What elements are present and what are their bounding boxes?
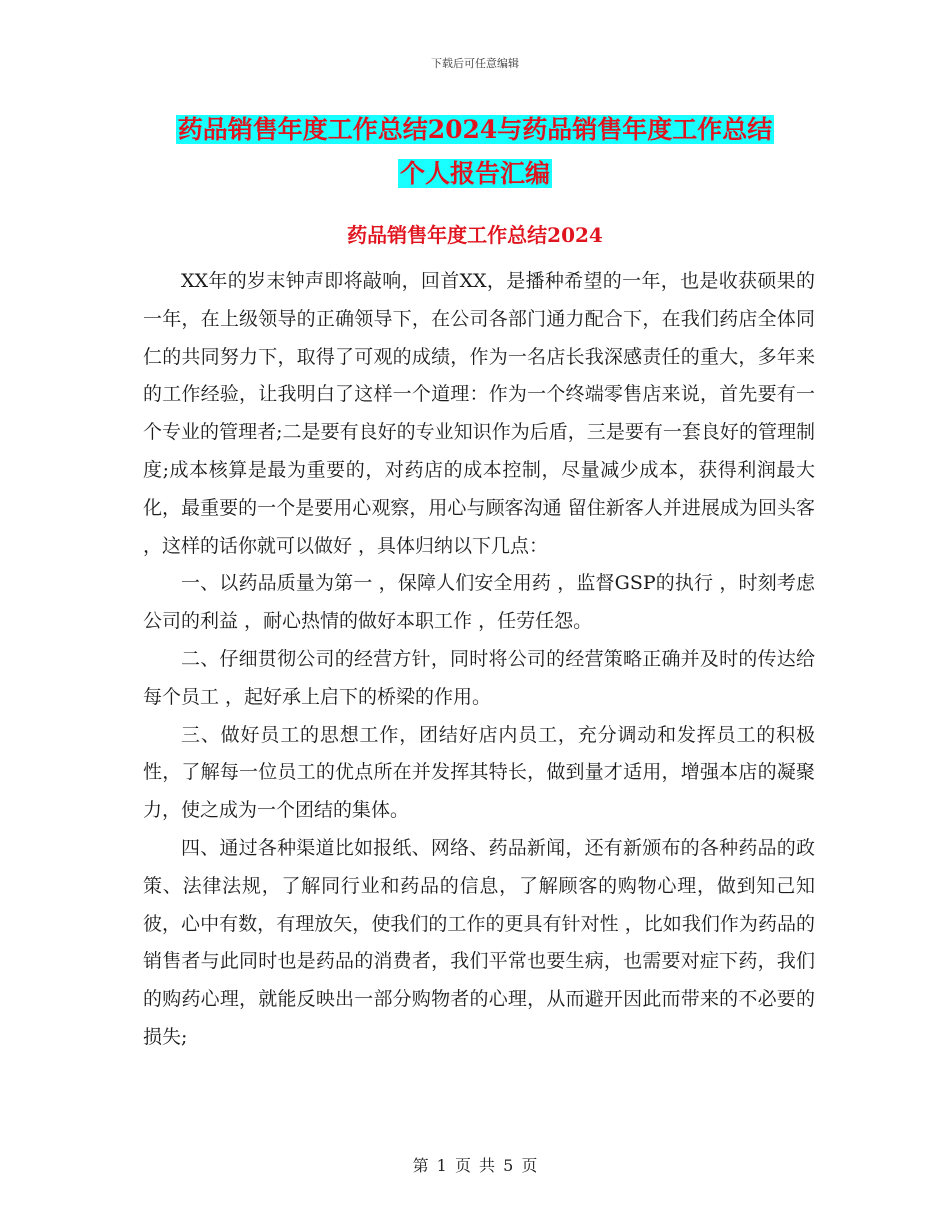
document-title-line-1 [0, 108, 950, 151]
paragraph-intro: XX年的岁末钟声即将敲响，回首XX，是播种希望的一年，也是收获硕果的一年，在上级领导的正确领导下，在公司各部门通力配合下，在我们药店全体同仁的共同努力下，取得了可观的成绩，作为一名店长我深感责任的重大，多年来的工作经验，让我明白了这样一个道理：作为一个终端零售店来说，首先要有一个专业的管理者;二是要有良好的专业知识作为后盾，三是要有一套良好的管理制度;成本核算是最为重要的，对药店的成本控制，尽量减少成本，获得利润最大化，最重要的一个是要用心观察，用心与顾客沟通 留住新客人并进展成为回头客 ，这样的话你就可以做好 ，具体归纳以下几点： [143, 270, 815, 557]
page-number: 第 1 页 共 5 页 [412, 1156, 538, 1175]
body-text [143, 263, 815, 1057]
header-note: 下载后可任意编辑 [431, 57, 519, 70]
section-title: 药品销售年度工作总结2024 [347, 223, 603, 247]
paragraph-point-1: 一、以药品质量为第一 ，保障人们安全用药 ，监督GSP的执行 ，时刻考虑公司的利益 ，耐心热情的做好本职工作 ，任劳任怨。 [143, 572, 815, 633]
document-title-line-2 [0, 152, 950, 195]
title-highlight-1: 药品销售年度工作总结2024与药品销售年度工作总结 [177, 115, 773, 144]
title-highlight-2: 个人报告汇编 [399, 159, 550, 188]
paragraph-point-2: 二、仔细贯彻公司的经营方针，同时将公司的经营策略正确并及时的传达给每个员工 ，起好承上启下的桥梁的作用。 [143, 647, 815, 708]
paragraph-point-3: 三、做好员工的思想工作，团结好店内员工，充分调动和发挥员工的积极性，了解每一位员工的优点所在并发挥其特长，做到量才适用，增强本店的凝聚力，使之成为一个团结的集体。 [143, 723, 815, 822]
paragraph-point-4: 四、通过各种渠道比如报纸、网络、药品新闻，还有新颁布的各种药品的政策、法律法规，了解同行业和药品的信息，了解顾客的购物心理，做到知己知彼，心中有数，有理放矢，使我们的工作的更具有针对性 ，比如我们作为药品的销售者与此同时也是药品的消费者，我们平常也要生病，也需要对症下药，我们的购药心理，就能反映出一部分购物者的心理，从而避开因此而带来的不必要的损失; [143, 836, 815, 1048]
